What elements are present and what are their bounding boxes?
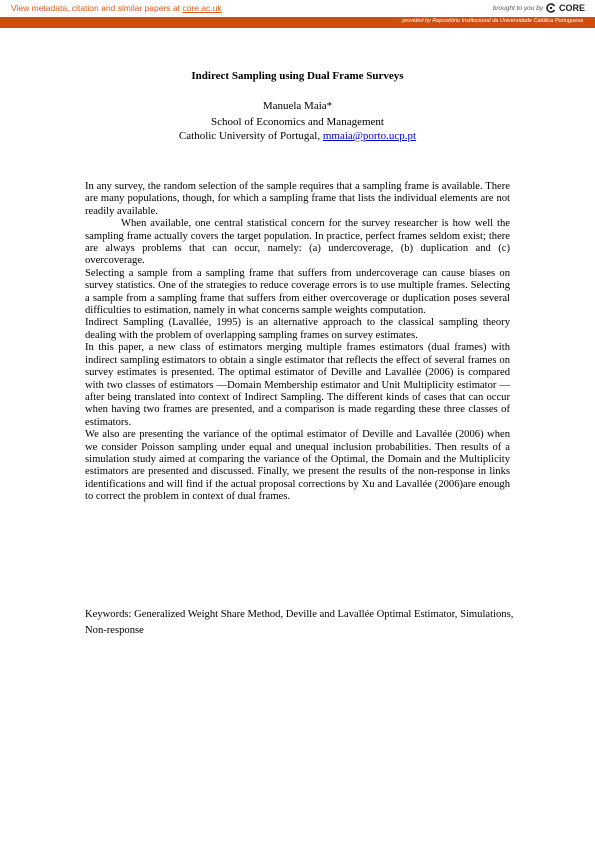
core-brand[interactable] [493,3,585,13]
brought-to-you-label: brought to you by [492,4,543,12]
core-metadata-prefix: View metadata, citation and similar papers at [11,3,183,13]
university-name: Catholic University of Portugal, [178,130,323,142]
author-affiliation-school: School of Economics and Management [211,116,384,128]
author-name: Manuela Maia* [262,100,333,112]
abstract-paragraph: Indirect Sampling (Lavallée, 1995) is an alternative approach to the classical sampling theory dealing with the problem of overlapping sampling frames on survey estimates. [85,317,510,341]
core-metadata-notice [11,3,222,13]
abstract-paragraph: Selecting a sample from a sampling frame that suffers from undercoverage can cause biases on survey statistics. One of the strategies to reduce coverage errors is to use multiple frames. Selecting a sample from a sampling frame that suffers from either overcoverage or duplication poses several difficulties to estimation, namely in what concerns sample weights computation. [85,267,510,317]
author-email-link[interactable]: mmaia@porto.ucp.pt [322,130,417,142]
core-banner [0,0,595,17]
abstract [85,181,510,504]
abstract-paragraph: When available, one central statistical concern for the survey researcher is how well the sampling frame actually covers the target population. In practice, perfect frames seldom exist; there are always problems that can occur, namely: (a) undercoverage, (b) duplication and (c) overcoverage. [85,218,510,267]
keywords: Keywords: Generalized Weight Share Method, Deville and Lavallée Optimal Estimator, Simulations, Non-response [85,609,514,636]
provider-text[interactable]: provided by Repositório Institucional da Universidade Católica Portuguesa [402,18,583,24]
provider-banner [0,17,595,28]
abstract-paragraph: We also are presenting the variance of the optimal estimator of Deville and Lavallée (2006) when we consider Poisson sampling under equal and unequal inclusion probabilities. Then results of a simulation study aimed at comparing the variance of the Optimal, the Domain and the Multiplicity estimators are presented and discussed. Finally, we present the results of the non-response in links identifications and will find if the actual proposal corrections by Xu and Lavallée (2006)are enough to correct the problem in context of dual frames. [85,429,510,503]
core-link[interactable]: core.ac.uk [182,3,222,13]
paper-title: Indirect Sampling using Dual Frame Surveys [191,70,404,82]
abstract-paragraph: In this paper, a new class of estimators merging multiple frames estimators (dual frames) with indirect sampling estimators to obtain a single estimator that reflects the effect of several frames on survey estimates is presented. The optimal estimator of Deville and Lavallée (2006) is compared with two classes of estimators —Domain Membership estimator and Unit Multiplicity estimator — after being translated into context of Indirect Sampling. The different kinds of cases that can occur when having two frames are presented, and a comparison is made regarding these three classes of estimators. [85,342,510,428]
core-brand-name: CORE [558,3,585,13]
core-logo-icon [546,3,556,13]
author-affiliation-university [0,128,595,144]
abstract-paragraph: In any survey, the random selection of the sample requires that a sampling frame is available. There are many populations, though, for which a sampling frame that lists the individual elements are not readily available. [85,181,510,217]
